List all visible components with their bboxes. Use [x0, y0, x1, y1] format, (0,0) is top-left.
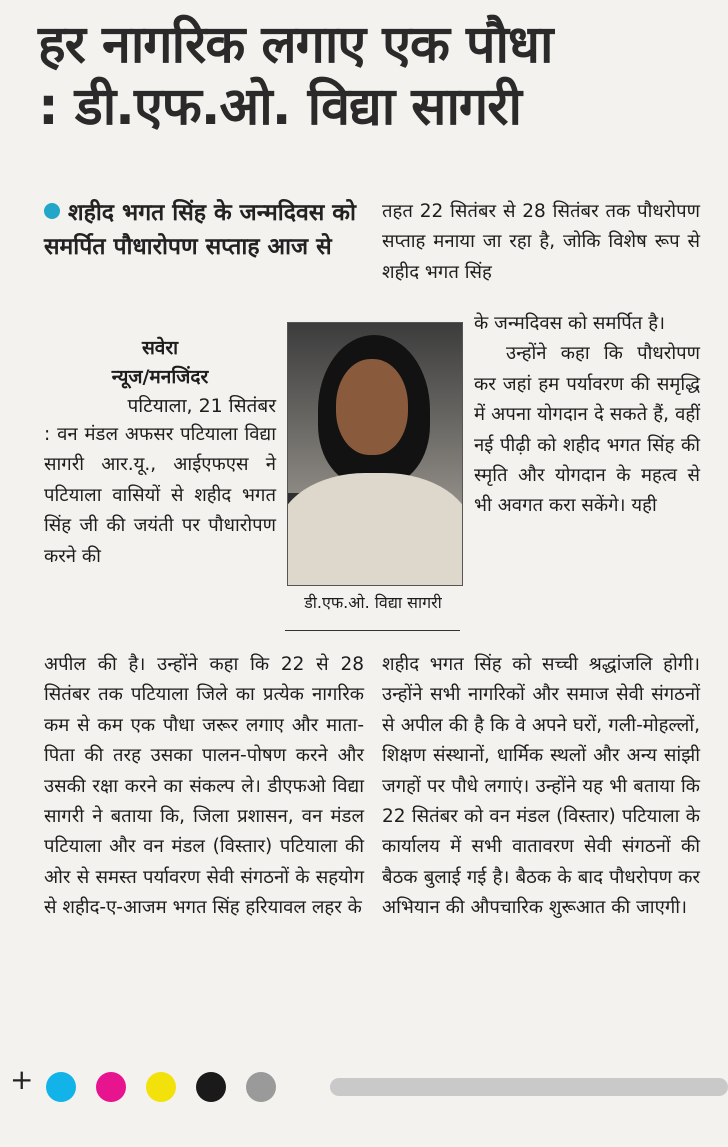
- column-a-narrow: [44, 420, 276, 572]
- subheadline: [44, 196, 364, 264]
- column-a-wide: [44, 650, 364, 924]
- print-strip-bar: [330, 1078, 728, 1096]
- caption-rule: [285, 630, 460, 631]
- headline-line-2: : डी.एफ.ओ. विद्या सागरी: [38, 77, 521, 137]
- headline: [38, 14, 718, 138]
- gray-dot-icon: [246, 1072, 276, 1102]
- black-dot-icon: [196, 1072, 226, 1102]
- column-b-low-text: शहीद भगत सिंह को सच्ची श्रद्धांजलि होगी। उन्होंने सभी नागरिकों और समाज सेवी संगठनों से अपील की है कि वे अपने घरों, गली-मोहल्लों, शिक्षण संस्थानों, धार्मिक स्थलों और अन्य सांझी जगहों पर पौधे लगाएं। उन्होंने यह भी बताया कि 22 सितंबर को वन मंडल (विस्तार) पटियाला के कार्यालय में सभी वातावरण सेवी संगठनों की बैठक बुलाई गई है। बैठक के बाद पौधरोपण कर अभियान की औपचारिक शुरूआत की जाएगी।: [382, 654, 700, 919]
- column-b-middle: [474, 309, 700, 522]
- magenta-dot-icon: [96, 1072, 126, 1102]
- column-b-top-text: तहत 22 सितंबर से 28 सितंबर तक पौधरोपण सप्ताह मनाया जा रहा है, जोकि विशेष रूप से शहीद भगत सिंह: [382, 201, 700, 283]
- byline-agency: सवेरा: [141, 337, 179, 359]
- portrait-photo: [287, 322, 463, 586]
- headline-line-1: हर नागरिक लगाए एक पौधा: [38, 15, 553, 75]
- portrait-face: [336, 359, 408, 455]
- portrait-shawl: [287, 473, 463, 586]
- column-b-mid-text-1: के जन्मदिवस को समर्पित है।: [474, 313, 666, 334]
- column-b-top: [382, 197, 700, 288]
- column-a-narrow-text: : वन मंडल अफसर पटियाला विद्या सागरी आर.यू., आईएफएस ने पटियाला वासियों से शहीद भगत सिंह जी की जयंती पर पौधारोपण करने की: [44, 424, 276, 567]
- subheadline-text: शहीद भगत सिंह के जन्मदिवस को समर्पित पौधारोपण सप्ताह आज से: [44, 200, 356, 260]
- dateline: पटियाला, 21 सितंबर: [127, 395, 276, 417]
- column-b-mid-text-2: उन्होंने कहा कि पौधरोपण कर जहां हम पर्यावरण की समृद्धि में अपना योगदान दे सकते हैं, वहीं नई पीढ़ी को शहीद भगत सिंह की स्मृति और योगदान के महत्व से भी अवगत करा सकेंगे। यही: [474, 343, 700, 517]
- bullet-icon: [44, 203, 60, 219]
- byline: [44, 334, 276, 421]
- column-a-wide-text: अपील की है। उन्होंने कहा कि 22 से 28 सितंबर तक पटियाला जिले का प्रत्येक नागरिक कम से कम एक पौधा जरूर लगाए और माता-पिता की तरह उसका पालन-पोषण करने और उसकी रक्षा करने का संकल्प ले। डीएफओ विद्या सागरी ने बताया कि, जिला प्रशासन, वन मंडल पटियाला और वन मंडल (विस्तार) पटियाला की ओर से समस्त पर्यावरण सेवी संगठनों के सहयोग से शहीद-ए-आजम भगत सिंह हरियावल लहर के: [44, 654, 364, 919]
- yellow-dot-icon: [146, 1072, 176, 1102]
- cyan-dot-icon: [46, 1072, 76, 1102]
- registration-mark-icon: +: [10, 1063, 34, 1096]
- column-b-low: [382, 650, 700, 924]
- photo-caption: डी.एफ.ओ. विद्या सागरी: [304, 593, 442, 612]
- byline-reporter: न्यूज/मनजिंदर: [111, 366, 209, 388]
